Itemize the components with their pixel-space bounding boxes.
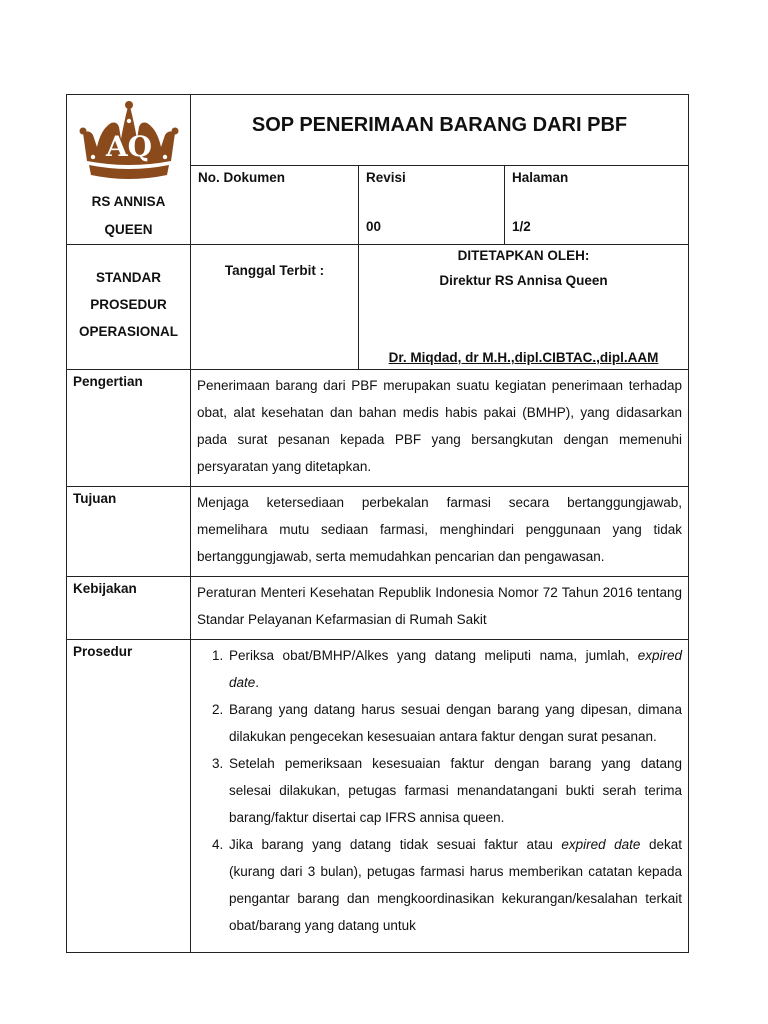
tujuan-text: Menjaga ketersediaan perbekalan farmasi secara bertanggungjawab, memelihara mutu sediaan farmasi, menghindari penggunaan yang tidak bertanggungjawab, serta memudahkan pencarian dan pengawasan. xyxy=(191,487,689,577)
sop-type-cell xyxy=(67,245,191,370)
issue-date-cell xyxy=(191,245,359,370)
revision-value: 00 xyxy=(366,219,382,235)
prosedur-label: Prosedur xyxy=(67,640,191,953)
hospital-crown-logo xyxy=(79,99,179,185)
page-label: Halaman xyxy=(512,170,569,186)
kebijakan-label: Kebijakan xyxy=(67,577,191,640)
sop-line1: STANDAR xyxy=(96,270,161,285)
revision-cell xyxy=(359,166,505,245)
hospital-name xyxy=(67,188,190,244)
pengertian-text: Penerimaan barang dari PBF merupakan suatu kegiatan penerimaan terhadap obat, alat kesehatan dan bahan medis habis pakai (BMHP), yang didasarkan pada surat pesanan kepada PBF yang bersangkutan dengan memenuhi persyaratan yang ditetapkan. xyxy=(191,370,689,487)
pengertian-label: Pengertian xyxy=(67,370,191,487)
prosedur-step: 4. Jika barang yang datang tidak sesuai faktur atau expired date dekat (kurang dari 3 bulan), petugas farmasi harus memberikan catatan kepada pengantar barang dan mengkoordinasikan kekurangan/kesalahan terkait obat/barang yang datang untuk xyxy=(227,831,682,939)
page-value: 1/2 xyxy=(512,219,531,235)
issue-date-label: Tanggal Terbit : xyxy=(224,263,325,278)
hospital-name-line1: RS ANNISA xyxy=(91,194,166,209)
approval-position: Direktur RS Annisa Queen xyxy=(439,273,608,288)
logo-cell xyxy=(67,95,191,245)
prosedur-step: 1. Periksa obat/BMHP/Alkes yang datang meliputi nama, jumlah, expired date. xyxy=(227,642,682,696)
approval-cell xyxy=(359,245,689,370)
revision-label: Revisi xyxy=(366,170,406,186)
prosedur-step: 3. Setelah pemeriksaan kesesuaian faktur dengan barang yang datang selesai dilakukan, petugas farmasi menandatangani bukti serah terima barang/faktur disertai cap IFRS annisa queen. xyxy=(227,750,682,831)
sop-table xyxy=(66,94,689,953)
sop-line3: OPERASIONAL xyxy=(78,324,178,339)
approval-signatory: Dr. Miqdad, dr M.H.,dipl.CIBTAC.,dipl.AAM xyxy=(388,350,659,365)
page-cell xyxy=(505,166,689,245)
sop-line2: PROSEDUR xyxy=(90,297,167,312)
doc-number-label: No. Dokumen xyxy=(198,170,286,186)
hospital-name-line2: QUEEN xyxy=(104,222,153,237)
prosedur-cell xyxy=(191,640,689,953)
tujuan-label: Tujuan xyxy=(67,487,191,577)
prosedur-step: 2. Barang yang datang harus sesuai dengan barang yang dipesan, dimana dilakukan pengecekan kesesuaian antara faktur dengan surat pesanan. xyxy=(227,696,682,750)
doc-number-cell xyxy=(191,166,359,245)
logo-letters: AQ xyxy=(105,130,152,163)
kebijakan-text: Peraturan Menteri Kesehatan Republik Indonesia Nomor 72 Tahun 2016 tentang Standar Pelayanan Kefarmasian di Rumah Sakit xyxy=(191,577,689,640)
prosedur-list xyxy=(197,642,682,939)
approval-heading: DITETAPKAN OLEH: xyxy=(457,248,590,263)
document-title: SOP PENERIMAAN BARANG DARI PBF xyxy=(191,95,689,166)
sop-document xyxy=(66,94,688,953)
